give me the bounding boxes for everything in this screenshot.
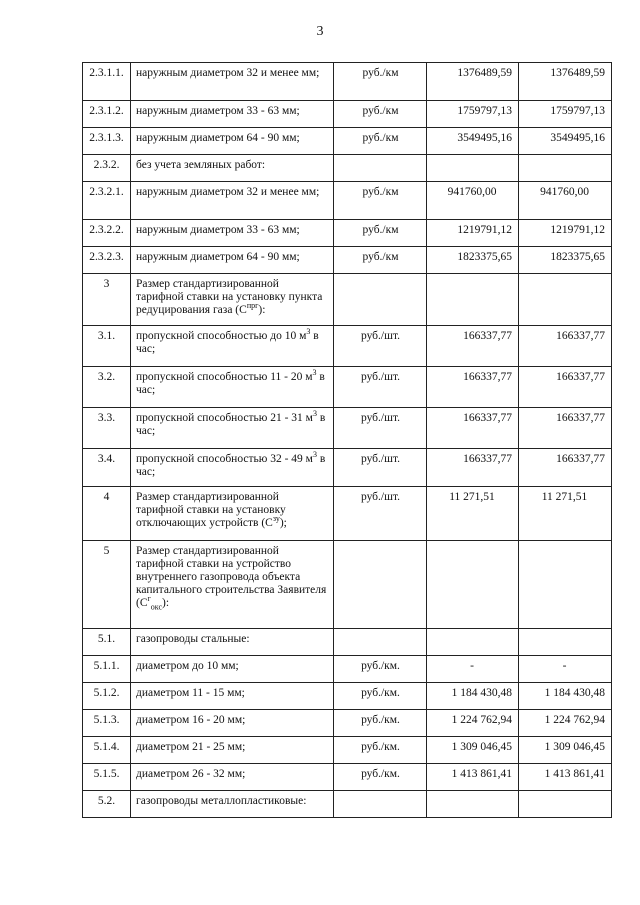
value-cell-1: 1823375,65 [427, 247, 519, 274]
row-description [131, 220, 334, 247]
description-tail: в час; [136, 453, 326, 478]
value-cell-2: 1376489,59 [519, 63, 612, 101]
subscript: окс [150, 602, 163, 612]
table-row [83, 408, 612, 449]
row-description [131, 247, 334, 274]
row-description [131, 63, 334, 101]
value-cell-1: 1 309 046,45 [427, 737, 519, 764]
value-cell-1: 1 224 762,94 [427, 710, 519, 737]
row-description [131, 155, 334, 182]
value-cell-2: 1 184 430,48 [519, 683, 612, 710]
value-cell-2: 166337,77 [519, 326, 612, 367]
unit-cell [334, 155, 427, 182]
unit-cell: руб./км [334, 247, 427, 274]
value-cell-2: 1219791,12 [519, 220, 612, 247]
row-number: 3.2. [83, 367, 131, 408]
value-cell-1 [427, 274, 519, 326]
description-text: газопроводы стальные: [136, 633, 250, 645]
value-cell-1: 166337,77 [427, 449, 519, 487]
superscript: 3 [312, 450, 317, 460]
value-cell-2: 1 224 762,94 [519, 710, 612, 737]
table-row [83, 155, 612, 182]
table-row [83, 247, 612, 274]
description-tail: ): [162, 597, 170, 609]
row-description [131, 656, 334, 683]
superscript: 3 [306, 327, 311, 337]
value-cell-2 [519, 629, 612, 656]
unit-cell: руб./км [334, 220, 427, 247]
description-tail: в час; [136, 330, 319, 355]
row-description [131, 326, 334, 367]
value-cell-2: 11 271,51 [519, 487, 612, 541]
value-cell-2 [519, 274, 612, 326]
description-text: диаметром 16 - 20 мм; [136, 714, 246, 726]
description-text: наружным диаметром 64 - 90 мм; [136, 251, 300, 263]
row-number: 5.1.5. [83, 764, 131, 791]
value-cell-1: 166337,77 [427, 326, 519, 367]
description-text: пропускной способностью 11 - 20 м [136, 371, 313, 383]
superscript: зу [272, 514, 280, 524]
value-cell-1: 1 184 430,48 [427, 683, 519, 710]
value-cell-1: 1 413 861,41 [427, 764, 519, 791]
unit-cell: руб./км. [334, 656, 427, 683]
row-number: 2.3.1.2. [83, 101, 131, 128]
description-text: пропускной способностью до 10 м [136, 330, 307, 342]
unit-cell: руб./шт. [334, 449, 427, 487]
table-row [83, 101, 612, 128]
unit-cell: руб./шт. [334, 326, 427, 367]
unit-cell: руб./км. [334, 737, 427, 764]
description-text: Размер стандартизированной тарифной ставки на установку пункта редуцирования газа (C [136, 278, 323, 316]
table-row [83, 656, 612, 683]
row-description [131, 101, 334, 128]
unit-cell: руб./км [334, 182, 427, 220]
unit-cell: руб./км [334, 128, 427, 155]
unit-cell [334, 541, 427, 629]
row-description [131, 541, 334, 629]
value-cell-1 [427, 791, 519, 818]
value-cell-2: 166337,77 [519, 408, 612, 449]
row-number: 5.1. [83, 629, 131, 656]
unit-cell [334, 791, 427, 818]
row-number: 3.4. [83, 449, 131, 487]
value-cell-1: 3549495,16 [427, 128, 519, 155]
superscript: прг [246, 301, 259, 311]
row-description [131, 629, 334, 656]
table-row [83, 629, 612, 656]
superscript: 3 [312, 368, 317, 378]
row-number: 2.3.2.2. [83, 220, 131, 247]
table-row [83, 220, 612, 247]
row-description [131, 182, 334, 220]
value-cell-1 [427, 541, 519, 629]
row-description [131, 764, 334, 791]
value-cell-1: 11 271,51 [427, 487, 519, 541]
row-number: 3.3. [83, 408, 131, 449]
row-number: 2.3.2. [83, 155, 131, 182]
row-number: 2.3.1.3. [83, 128, 131, 155]
description-tail: в час; [136, 371, 325, 396]
row-number: 3.1. [83, 326, 131, 367]
description-text: газопроводы металлопластиковые: [136, 795, 307, 807]
row-number: 5.1.4. [83, 737, 131, 764]
value-cell-2: 166337,77 [519, 367, 612, 408]
description-text: пропускной способностью 21 - 31 м [136, 412, 313, 424]
description-text: диаметром до 10 мм; [136, 660, 239, 672]
tariff-table-body [83, 63, 612, 818]
description-tail: в час; [136, 412, 326, 437]
row-description [131, 449, 334, 487]
value-cell-2: 3549495,16 [519, 128, 612, 155]
table-row [83, 449, 612, 487]
row-number: 2.3.2.1. [83, 182, 131, 220]
table-row [83, 128, 612, 155]
unit-cell [334, 629, 427, 656]
value-cell-1: - [427, 656, 519, 683]
description-text: диаметром 26 - 32 мм; [136, 768, 246, 780]
row-number: 2.3.1.1. [83, 63, 131, 101]
row-number: 5.1.2. [83, 683, 131, 710]
unit-cell: руб./км. [334, 683, 427, 710]
value-cell-2: 941760,00 [519, 182, 612, 220]
value-cell-2 [519, 155, 612, 182]
description-text: Размер стандартизированной тарифной ставки на установку отключающих устройств (C [136, 491, 286, 529]
row-description [131, 367, 334, 408]
unit-cell: руб./км. [334, 710, 427, 737]
description-text: диаметром 21 - 25 мм; [136, 741, 246, 753]
superscript: г [147, 594, 151, 604]
description-tail: ); [279, 517, 287, 529]
superscript: 3 [312, 409, 317, 419]
value-cell-2: - [519, 656, 612, 683]
row-description [131, 710, 334, 737]
value-cell-2 [519, 541, 612, 629]
table-row [83, 683, 612, 710]
unit-cell: руб./км [334, 63, 427, 101]
table-row [83, 367, 612, 408]
row-number: 2.3.2.3. [83, 247, 131, 274]
description-text: диаметром 11 - 15 мм; [136, 687, 245, 699]
row-number: 4 [83, 487, 131, 541]
value-cell-1: 1759797,13 [427, 101, 519, 128]
row-number: 5 [83, 541, 131, 629]
value-cell-1 [427, 629, 519, 656]
table-row [83, 326, 612, 367]
row-description [131, 737, 334, 764]
table-row [83, 764, 612, 791]
table-row [83, 710, 612, 737]
row-description [131, 274, 334, 326]
row-number: 5.1.1. [83, 656, 131, 683]
description-text: наружным диаметром 33 - 63 мм; [136, 105, 300, 117]
description-text: без учета земляных работ: [136, 159, 266, 171]
table-row [83, 182, 612, 220]
row-description [131, 408, 334, 449]
row-description [131, 487, 334, 541]
unit-cell: руб./шт. [334, 367, 427, 408]
value-cell-1 [427, 155, 519, 182]
description-tail: ): [258, 304, 266, 316]
value-cell-1: 941760,00 [427, 182, 519, 220]
value-cell-1: 1376489,59 [427, 63, 519, 101]
row-description [131, 791, 334, 818]
unit-cell: руб./шт. [334, 487, 427, 541]
description-text: пропускной способностью 32 - 49 м [136, 453, 313, 465]
value-cell-2: 1823375,65 [519, 247, 612, 274]
description-text: Размер стандартизированной тарифной ставки на устройство внутреннего газопровода объекта капитального строительства Заявителя (C [136, 545, 327, 609]
value-cell-2: 1 413 861,41 [519, 764, 612, 791]
table-row [83, 274, 612, 326]
unit-cell: руб./км. [334, 764, 427, 791]
row-description [131, 683, 334, 710]
description-text: наружным диаметром 32 и менее мм; [136, 67, 320, 79]
value-cell-2: 1759797,13 [519, 101, 612, 128]
description-text: наружным диаметром 33 - 63 мм; [136, 224, 300, 236]
value-cell-1: 166337,77 [427, 408, 519, 449]
table-row [83, 541, 612, 629]
value-cell-2: 1 309 046,45 [519, 737, 612, 764]
description-text: наружным диаметром 64 - 90 мм; [136, 132, 300, 144]
description-text: наружным диаметром 32 и менее мм; [136, 186, 320, 198]
table-row [83, 487, 612, 541]
row-number: 3 [83, 274, 131, 326]
page-number: 3 [316, 24, 324, 39]
row-number: 5.2. [83, 791, 131, 818]
unit-cell: руб./шт. [334, 408, 427, 449]
value-cell-2: 166337,77 [519, 449, 612, 487]
tariff-table [82, 62, 612, 818]
value-cell-1: 166337,77 [427, 367, 519, 408]
row-number: 5.1.3. [83, 710, 131, 737]
row-description [131, 128, 334, 155]
value-cell-1: 1219791,12 [427, 220, 519, 247]
table-row [83, 737, 612, 764]
unit-cell: руб./км [334, 101, 427, 128]
table-row [83, 63, 612, 101]
value-cell-2 [519, 791, 612, 818]
table-row [83, 791, 612, 818]
unit-cell [334, 274, 427, 326]
